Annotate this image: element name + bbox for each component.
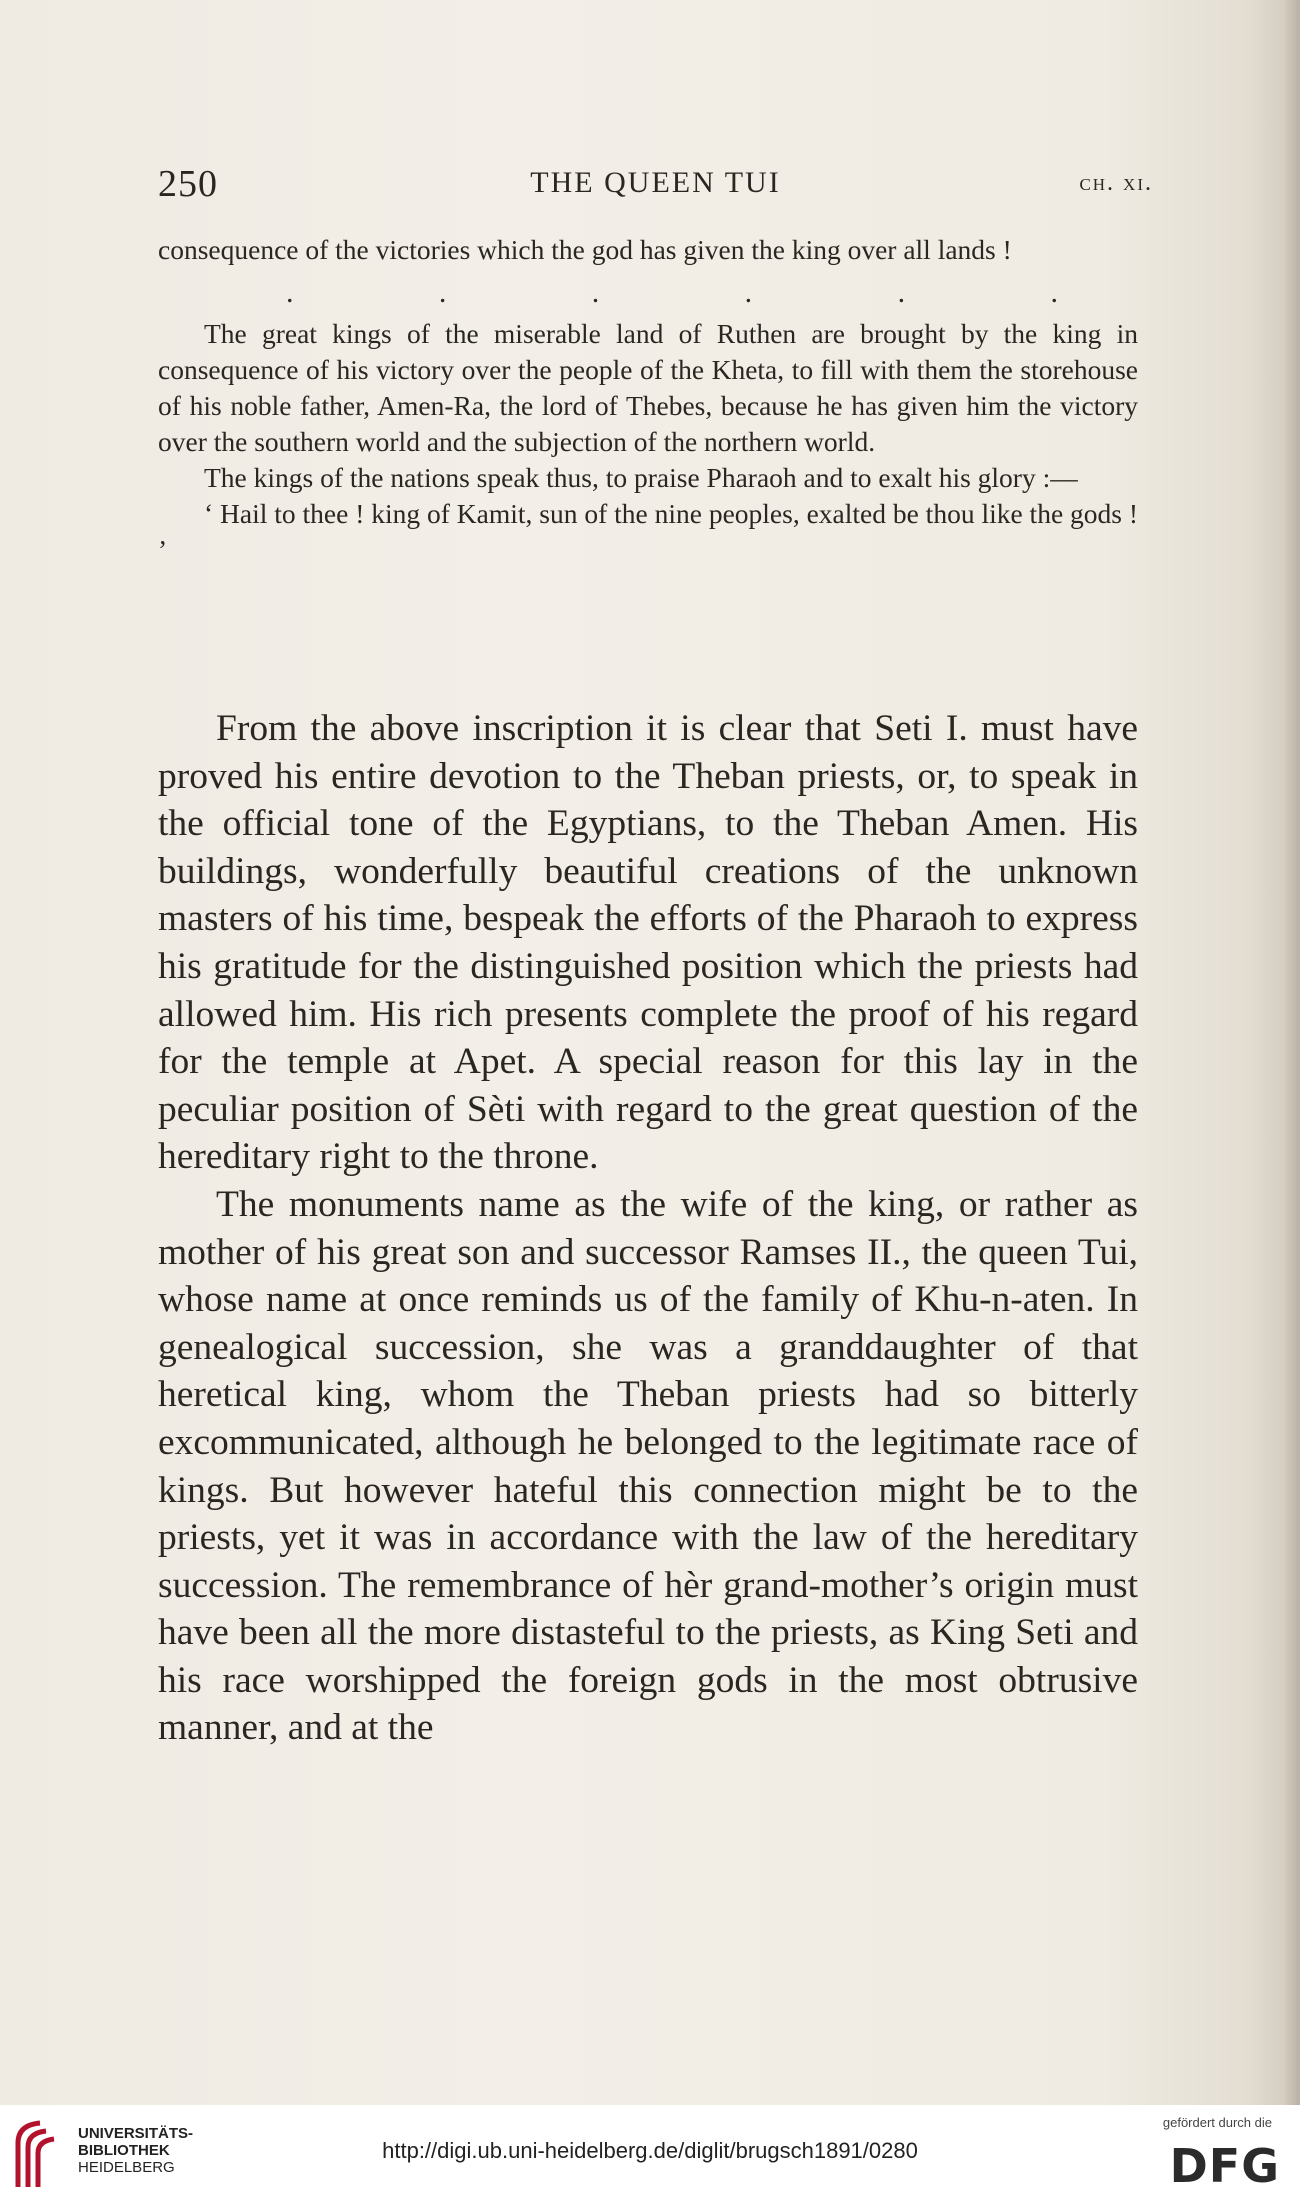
ellipsis-dot: . bbox=[591, 276, 600, 309]
body-text bbox=[158, 705, 1138, 1752]
ellipsis-dot: . bbox=[438, 276, 447, 309]
ellipsis-dot: . bbox=[286, 276, 294, 309]
funder-label: gefördert durch die bbox=[1162, 2115, 1272, 2130]
library-name-line: UNIVERSITÄTS- bbox=[78, 2125, 194, 2142]
chapter-reference: ch. xi. bbox=[1079, 170, 1153, 196]
permalink-url[interactable]: http://digi.ub.uni-heidelberg.de/diglit/brugsch1891/0280 bbox=[382, 2138, 918, 2163]
running-head bbox=[158, 162, 1153, 212]
dfg-logo: DFG bbox=[1169, 2139, 1280, 2193]
body-paragraph: The monuments name as the wife of the king, or rather as mother of his great son and successor Ramses II., the queen Tui, whose name at once reminds us of the family of Khu-n-aten. In genealogical succession, she was a granddaughter of that heretical king, whom the Theban priests had so bitterly excommunicated, although he belonged to the legitimate race of kings. But however hateful this connection might be to the priests, yet it was in accordance with the law of the hereditary succession. The remembrance of hèr grand-mother’s origin must have been all the more distasteful to the priests, as King Seti and his race worshipped the foreign gods in the most obtrusive manner, and at the bbox=[158, 1183, 1138, 1749]
running-title: THE QUEEN TUI bbox=[530, 166, 781, 199]
page-number: 250 bbox=[158, 163, 218, 205]
ellipsis-dot: . bbox=[1050, 276, 1058, 309]
quote-paragraph: The kings of the nations speak thus, to praise Pharaoh and to exalt his glory :— bbox=[204, 462, 1078, 493]
body-paragraph: From the above inscription it is clear that Seti I. must have proved his entire devotion to the Theban priests, or, to speak in the official tone of the Egyptians, to the Theban Amen. His buildings, wonderfully beautiful creations of the unknown masters of his time, bespeak the efforts of the Pharaoh to express his gratitude for the distinguished position which the priests had allowed him. His rich presents complete the proof of his regard for the temple at Apet. A special reason for this lay in the peculiar position of Sèti with regard to the great question of the hereditary right to the throne. bbox=[158, 708, 1138, 1178]
ellipsis-dots bbox=[158, 278, 1138, 308]
library-name-line: BIBLIOTHEK bbox=[78, 2142, 170, 2159]
quote-paragraph: The great kings of the miserable land of Ruthen are brought by the king in consequence of his victory over the people of the Kheta, to fill with them the storehouse of his noble father, Amen-Ra, the lord of Thebes, because he has given him the victory over the southern world and the subjection of the northern world. bbox=[158, 318, 1138, 457]
inscription-quote bbox=[158, 232, 1138, 568]
quote-paragraph: ‘ Hail to thee ! king of Kamit, sun of the nine peoples, exalted be thou like the gods ! ’ bbox=[158, 498, 1139, 565]
ellipsis-dot: . bbox=[744, 276, 753, 309]
page-edge-shadow bbox=[1282, 0, 1300, 2105]
quote-lead-in: consequence of the victories which the god has given the king over all lands ! bbox=[158, 234, 1012, 265]
ellipsis-dot: . bbox=[897, 276, 906, 309]
digitization-footer bbox=[0, 2105, 1300, 2200]
library-name-line: HEIDELBERG bbox=[78, 2159, 175, 2176]
